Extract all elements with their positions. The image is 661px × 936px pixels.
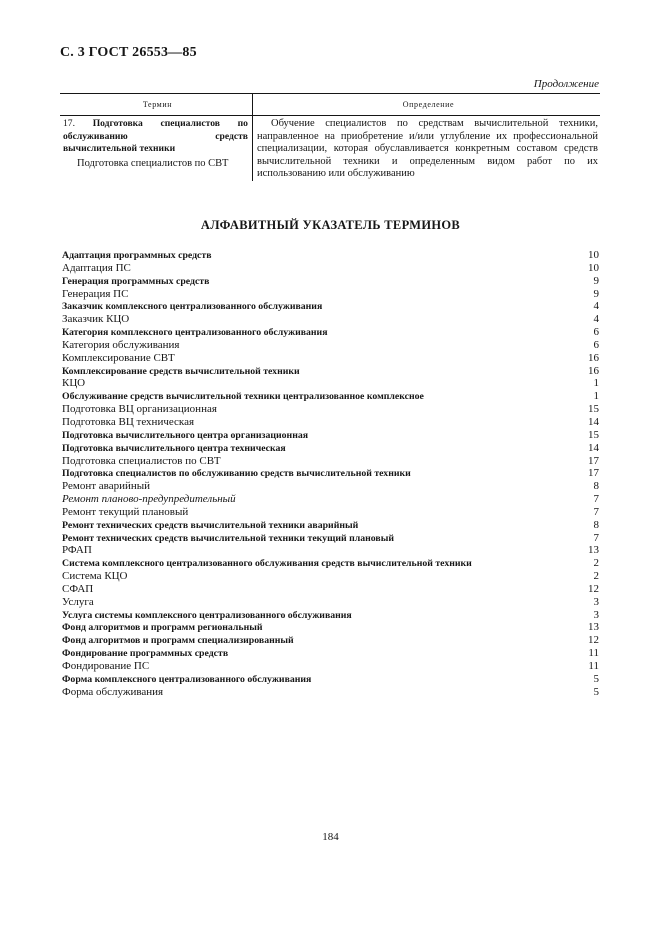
index-term: Заказчик комплексного централизованного обслуживания: [62, 301, 323, 313]
index-term: Комплексирование СВТ: [62, 351, 175, 364]
index-page: 4: [593, 313, 599, 326]
index-entry: [62, 326, 599, 339]
index-page: 7: [593, 493, 599, 506]
index-page: 6: [593, 326, 599, 339]
index-entry: [62, 313, 599, 326]
index-page: 14: [588, 415, 599, 428]
index-term: Фонд алгоритмов и программ региональный: [62, 622, 263, 634]
index-page: 8: [593, 518, 599, 531]
index-term: Ремонт аварийный: [62, 480, 151, 493]
index-term: Генерация ПС: [62, 287, 129, 300]
index-entry: [62, 365, 599, 378]
index-term: Адаптация программных средств: [62, 250, 212, 261]
index-term: РФАП: [62, 544, 92, 557]
index-page: 6: [593, 338, 599, 351]
index-entry: [62, 506, 599, 519]
column-header-definition: Определение: [252, 94, 600, 115]
index-term: Фонд алгоритмов и программ специализированный: [62, 635, 294, 647]
index-entry: [62, 288, 599, 301]
index-term: Подготовка специалистов по СВТ: [62, 454, 221, 467]
index-term: КЦО: [62, 377, 86, 390]
index-entry: [62, 377, 599, 390]
index-term: Система комплексного централизованного обслуживания средств вычислительной техники: [62, 558, 472, 570]
index-page: 11: [588, 660, 599, 672]
term-synonym: Подготовка специалистов по СВТ: [77, 157, 229, 169]
index-page: 12: [588, 634, 599, 647]
index-entry: [62, 647, 599, 660]
index-page: 17: [588, 454, 599, 467]
index-entry: [62, 390, 599, 403]
index-page: 10: [588, 261, 599, 274]
index-entry: [62, 634, 599, 647]
index-page: 14: [588, 441, 599, 454]
index-page: 1: [593, 377, 599, 390]
index-term: Ремонт планово-предупредительный: [62, 493, 236, 506]
index-entry: [62, 609, 599, 622]
index-entry: [62, 493, 599, 506]
index-page: 16: [588, 351, 599, 364]
index-term: Обслуживание средств вычислительной техники централизованное комплексное: [62, 391, 424, 403]
index-page: 5: [593, 672, 599, 685]
index-entry: [62, 300, 599, 313]
index-term: Подготовка вычислительного центра организационная: [62, 429, 309, 441]
index-entry: [62, 660, 599, 673]
index-page: 4: [593, 300, 599, 313]
index-term: Комплексирование средств вычислительной техники: [62, 365, 300, 377]
index-page: 2: [593, 557, 599, 570]
index-page: 16: [588, 364, 599, 377]
index-term: Ремонт технических средств вычислительной техники текущий плановый: [62, 532, 395, 544]
index-term: Подготовка ВЦ техническая: [62, 415, 195, 428]
index-page: 15: [588, 403, 599, 416]
index-page: 13: [588, 544, 599, 557]
index-page: 8: [593, 480, 599, 493]
index-term: Ремонт текущий плановый: [62, 505, 189, 518]
index-entry: [62, 455, 599, 468]
alphabetical-index: [62, 249, 599, 699]
terms-table: [60, 93, 600, 181]
index-page: 1: [593, 390, 599, 403]
index-page: 17: [588, 467, 599, 480]
index-term: Подготовка специалистов по обслуживанию средств вычислительной техники: [62, 468, 411, 480]
index-title: АЛФАВИТНЫЙ УКАЗАТЕЛЬ ТЕРМИНОВ: [200, 218, 461, 232]
index-term: Ремонт технических средств вычислительной техники аварийный: [62, 519, 359, 531]
continued-label: Продолжение: [533, 78, 599, 90]
index-page: 13: [588, 621, 599, 634]
index-entry: [62, 442, 599, 455]
page-number: 184: [322, 831, 339, 843]
table-row: [60, 116, 600, 181]
index-entry: [62, 570, 599, 583]
index-page: 5: [593, 685, 599, 698]
index-term: Услуга: [62, 595, 94, 608]
index-page: 7: [593, 531, 599, 544]
index-page: 3: [593, 608, 599, 621]
page-header: С. 3 ГОСТ 26553—85: [60, 45, 197, 60]
index-entry: [62, 596, 599, 609]
index-term: Фондирование ПС: [62, 660, 150, 672]
index-entry: [62, 416, 599, 429]
index-entry: [62, 262, 599, 275]
index-entry: [62, 339, 599, 352]
index-term: Система КЦО: [62, 570, 128, 583]
index-entry: [62, 673, 599, 686]
index-entry: [62, 429, 599, 442]
term-text-1: Подготовка специалистов по: [92, 118, 248, 129]
index-page: 9: [593, 287, 599, 300]
index-entry: [62, 686, 599, 699]
index-page: 15: [588, 428, 599, 441]
index-page: 11: [588, 647, 599, 660]
index-entry: [62, 557, 599, 570]
index-entry: [62, 403, 599, 416]
index-term: Форма комплексного централизованного обслуживания: [62, 673, 312, 685]
definition-text: Обучение специалистов по средствам вычислительной техники, направленное на приобретение и/или углубление их профессиональной специализации, которая обуславливается конкретным составом средств вычислительной техники и определенным видом работ по их использованию или обслуживанию: [257, 118, 598, 180]
term-line-1: [63, 118, 248, 131]
index-term: Форма обслуживания: [62, 685, 164, 698]
table-header: [60, 94, 600, 116]
term-cell: [60, 116, 252, 181]
index-entry: [62, 621, 599, 634]
index-entry: [62, 519, 599, 532]
term-line-3: вычислительной техники: [63, 143, 176, 155]
index-entry: [62, 352, 599, 365]
index-page: 3: [593, 595, 599, 608]
term-number: 17.: [63, 118, 75, 129]
index-term: Услуга системы комплексного централизованного обслуживания: [62, 609, 352, 621]
index-entry: [62, 275, 599, 288]
index-page: 9: [593, 274, 599, 287]
index-page: 2: [593, 570, 599, 583]
index-entry: [62, 249, 599, 262]
index-entry: [62, 532, 599, 545]
index-term: Адаптация ПС: [62, 261, 131, 274]
index-entry: [62, 583, 599, 596]
index-page: 12: [588, 582, 599, 595]
index-term: Категория обслуживания: [62, 338, 180, 351]
index-term: Фондирование программных средств: [62, 648, 229, 660]
index-entry: [62, 544, 599, 557]
index-term: Подготовка вычислительного центра техническая: [62, 442, 286, 454]
index-page: 10: [588, 249, 599, 261]
index-term: Подготовка ВЦ организационная: [62, 403, 217, 416]
index-term: СФАП: [62, 582, 94, 595]
index-term: Заказчик КЦО: [62, 313, 130, 326]
index-term: Генерация программных средств: [62, 275, 210, 287]
term-line-2: обслуживанию средств: [63, 130, 248, 142]
index-page: 7: [593, 505, 599, 518]
index-entry: [62, 467, 599, 480]
index-term: Категория комплексного централизованного обслуживания: [62, 327, 328, 339]
definition-cell: [252, 116, 600, 181]
column-header-term: Термин: [142, 100, 173, 109]
index-entry: [62, 480, 599, 493]
